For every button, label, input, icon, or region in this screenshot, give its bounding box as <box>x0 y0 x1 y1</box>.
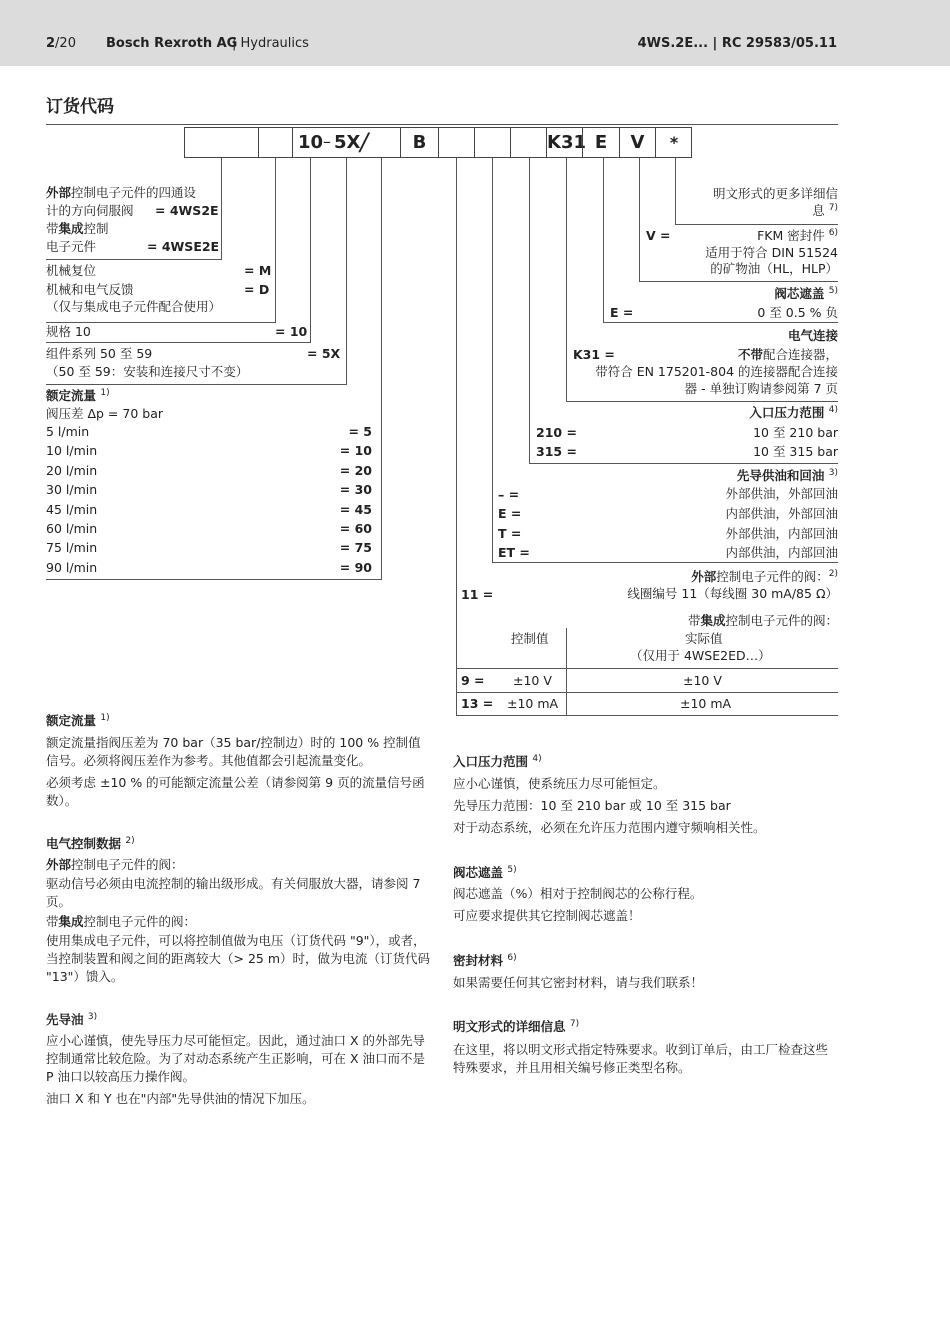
rule-reset <box>46 322 276 323</box>
coil-text: 线圈编号 11（每线圈 30 mA/85 Ω） <box>627 586 838 601</box>
ext-ctrl-title: 外部控制电子元件的阀：$^{2)}$ <box>691 569 838 585</box>
code-dash: – <box>323 132 331 151</box>
seal-code: V = <box>646 228 671 243</box>
reset-fb-note: （仅与集成电子元件配合使用） <box>46 299 222 314</box>
reset-mech-code: = M <box>244 263 272 278</box>
pilot-ext-ext-code: – = <box>498 487 520 502</box>
pilot-ext-int-code: T = <box>498 526 522 541</box>
rule-overlap <box>603 322 838 323</box>
note4-line3: 对于动态系统，必须在允许压力范围内遵守频响相关性。 <box>453 820 766 835</box>
note7-para: 在这里，将以明文形式指定特殊要求。收到订单后，由工厂检查这些特殊要求，并且用相关编号修正类型名称。 <box>453 1042 829 1075</box>
note5-line1: 阀芯遮盖（%）相对于控制阀芯的公称行程。 <box>453 886 703 901</box>
note2-title: 电气控制数据 $^{2)}$ <box>46 836 135 852</box>
overlap-code: E = <box>610 305 634 320</box>
note7-title: 明文形式的详细信息 $^{7)}$ <box>453 1019 580 1035</box>
note1-para2: 必须考虑 ±10 % 的可能额定流量公差（请参阅第 9 页的流量信号函数）。 <box>46 775 425 808</box>
rule-plain <box>675 224 838 225</box>
flow-5-code: = 5 <box>348 424 372 439</box>
pressure-210-value: 10 至 210 bar <box>753 425 838 440</box>
flow-75: 75 l/min <box>46 540 98 555</box>
table-col-divider <box>566 628 567 716</box>
connector-plain <box>675 158 676 225</box>
rule-pressure <box>529 463 838 464</box>
code-box-2 <box>258 127 292 158</box>
rule-series <box>46 384 347 385</box>
flow-10: 10 l/min <box>46 443 98 458</box>
overlap-value: 0 至 0.5 % 负 <box>757 305 838 320</box>
type-line1: 外部控制电子元件的四通设 <box>46 185 197 200</box>
flow-30-code: = 30 <box>339 482 372 497</box>
elec-text1: 不带配合连接器， <box>737 347 838 362</box>
page-header <box>0 0 950 66</box>
note3-para1: 应小心谨慎，使先导压力尽可能恒定。因此，通过油口 X 的外部先导控制通常比较危险。为了对动态系统产生正影响，可在 X 油口而不是 P 油口以较高压力操作阀。 <box>46 1033 426 1084</box>
rule-type <box>46 259 222 260</box>
flow-10-code: = 10 <box>339 443 372 458</box>
connector-size <box>310 158 311 343</box>
reset-fb: 机械和电气反馈 <box>46 282 134 297</box>
reset-mech: 机械复位 <box>46 263 97 278</box>
rule-size <box>46 342 311 343</box>
row-13-ctrl: ±10 mA <box>507 696 559 711</box>
code-box-b: B <box>400 127 438 158</box>
code-box-e: E <box>582 127 619 158</box>
type-code-4wse2e: = 4WSE2E <box>147 239 220 254</box>
connector-type <box>221 158 222 260</box>
note5-line2: 可应要求提供其它控制阀芯遮盖！ <box>453 908 641 923</box>
row-9-ctrl: ±10 V <box>513 673 552 688</box>
flow-5: 5 l/min <box>46 424 90 439</box>
pilot-int-int: 内部供油，内部回油 <box>725 545 838 560</box>
note6-title: 密封材料 $^{6)}$ <box>453 953 517 969</box>
flow-title: 额定流量 $^{1)}$ <box>46 388 110 404</box>
elec-text2: 带符合 EN 175201-804 的连接器配合连接 <box>595 364 838 379</box>
code-box-1 <box>184 127 258 158</box>
flow-45: 45 l/min <box>46 502 98 517</box>
elec-code: K31 = <box>573 347 615 362</box>
type-line4: 电子元件 <box>46 239 97 254</box>
rule-seal <box>639 281 838 282</box>
connector-control <box>456 158 457 716</box>
row-13-code: 13 = <box>461 696 494 711</box>
note3-title: 先导油 $^{3)}$ <box>46 1012 98 1028</box>
pilot-int-ext: 内部供油，外部回油 <box>725 506 838 521</box>
elec-text3: 器 - 单独订购请参阅第 7 页 <box>684 381 838 396</box>
connector-flow <box>381 158 382 580</box>
connector-elec <box>566 158 567 402</box>
note2-sub2: 带集成控制电子元件的阀： <box>46 914 197 929</box>
rule-flow <box>46 579 382 580</box>
coil-code: 11 = <box>461 587 494 602</box>
note1-para1: 额定流量指阀压差为 70 bar（35 bar/控制边）时的 100 % 控制值信号。必须将阀压差作为参考。其他值都会引起流量变化。 <box>46 735 421 768</box>
pilot-ext-int: 外部供油，内部回油 <box>725 526 838 541</box>
code-box-flow <box>438 127 474 158</box>
table-bottom-rule <box>456 715 838 716</box>
type-line2: 计的方向伺服阀 <box>46 203 134 218</box>
flow-30: 30 l/min <box>46 482 98 497</box>
reset-fb-code: = D <box>244 282 270 297</box>
elec-title: 电气连接 <box>787 328 838 343</box>
note4-line2: 先导压力范围：10 至 210 bar 或 10 至 315 bar <box>453 798 731 813</box>
pressure-315-value: 10 至 315 bar <box>753 444 838 459</box>
flow-20-code: = 20 <box>339 463 372 478</box>
section-title: 订货代码 <box>46 97 114 117</box>
code-box-v: V <box>619 127 655 158</box>
title-rule <box>46 124 838 125</box>
pilot-int-int-code: ET = <box>498 545 530 560</box>
code-box-pilot <box>474 127 510 158</box>
pressure-315-code: 315 = <box>536 444 577 459</box>
code-box-k31: K31 <box>546 127 582 158</box>
note4-line1: 应小心谨慎，使系统压力尽可能恒定。 <box>453 776 666 791</box>
code-box-pressure <box>510 127 546 158</box>
row-9-actual: ±10 V <box>683 673 722 688</box>
note4-title: 入口压力范围 $^{4)}$ <box>453 754 542 770</box>
pressure-210-code: 210 = <box>536 425 577 440</box>
size-label: 规格 10 <box>46 324 91 339</box>
connector-overlap <box>603 158 604 323</box>
pilot-int-ext-code: E = <box>498 506 522 521</box>
row-9-code: 9 = <box>461 673 485 688</box>
note2-para1: 驱动信号必须由电流控制的输出级形成。有关伺服放大器，请参阅 7 页。 <box>46 876 421 909</box>
flow-90: 90 l/min <box>46 560 98 575</box>
note2-sub1: 外部控制电子元件的阀： <box>46 857 184 872</box>
flow-dp: 阀压差 Δp = 70 bar <box>46 406 163 421</box>
table-header-rule <box>456 668 838 669</box>
size-code: = 10 <box>275 324 308 339</box>
seal-name: FKM 密封件 $^{6)}$ <box>757 228 838 244</box>
type-line3: 带集成控制 <box>46 221 109 236</box>
plain-text-2: 息 $^{7)}$ <box>812 203 838 219</box>
connector-reset <box>275 158 276 323</box>
page-number: 2/20 <box>46 36 76 51</box>
flow-45-code: = 45 <box>339 502 372 517</box>
division-name: | Hydraulics <box>232 36 309 51</box>
note2-para2: 使用集成电子元件，可以将控制值做为电压（订货代码 "9"），或者，当控制装置和阀之间的距离较大（> 25 m）时，做为电流（订货代码 "13"）馈入。 <box>46 933 431 984</box>
code-slash: / <box>360 128 369 156</box>
code-box-series: 5X <box>334 132 361 153</box>
int-ctrl-title: 带集成控制电子元件的阀： <box>687 613 838 628</box>
note1-title: 额定流量 $^{1)}$ <box>46 713 110 729</box>
connector-series <box>346 158 347 385</box>
code-box-star: * <box>655 127 692 158</box>
flow-60: 60 l/min <box>46 521 98 536</box>
seal-desc2: 的矿物油（HL，HLP） <box>710 261 838 276</box>
doc-code: 4WS.2E... | RC 29583/05.11 <box>637 36 837 51</box>
table-row-rule <box>456 692 838 693</box>
connector-pressure <box>529 158 530 464</box>
pilot-title: 先导供油和回油 $^{3)}$ <box>736 468 838 484</box>
plain-text-1: 明文形式的更多详细信 <box>712 186 838 201</box>
series-label: 组件系列 50 至 59 <box>46 346 153 361</box>
company-name: Bosch Rexroth AG <box>106 36 238 51</box>
col-actual-note: （仅用于 4WSE2ED…） <box>630 648 771 663</box>
note5-title: 阀芯遮盖 $^{5)}$ <box>453 865 517 881</box>
col-actual-header: 实际值 <box>685 631 723 646</box>
type-code-4ws2e: = 4WS2E <box>155 203 219 218</box>
code-box-size: 10 <box>292 127 328 158</box>
overlap-title: 阀芯遮盖 $^{5)}$ <box>774 286 838 302</box>
note3-para2: 油口 X 和 Y 也在"内部"先导供油的情况下加压。 <box>46 1091 315 1106</box>
seal-desc1: 适用于符合 DIN 51524 <box>705 245 838 260</box>
flow-75-code: = 75 <box>339 540 372 555</box>
connector-seal <box>639 158 640 282</box>
row-13-actual: ±10 mA <box>680 696 732 711</box>
connector-pilot <box>492 158 493 563</box>
col-ctrl-header: 控制值 <box>511 631 549 646</box>
pressure-title: 入口压力范围 $^{4)}$ <box>749 405 838 421</box>
note6-line1: 如果需要任何其它密封材料，请与我们联系！ <box>453 975 704 990</box>
series-code: = 5X <box>307 346 341 361</box>
pilot-ext-ext: 外部供油，外部回油 <box>725 486 838 501</box>
flow-20: 20 l/min <box>46 463 98 478</box>
flow-60-code: = 60 <box>339 521 372 536</box>
series-note: （50 至 59：安装和连接尺寸不变） <box>46 364 249 379</box>
rule-pilot <box>492 562 838 563</box>
rule-elec <box>566 401 838 402</box>
flow-90-code: = 90 <box>339 560 372 575</box>
